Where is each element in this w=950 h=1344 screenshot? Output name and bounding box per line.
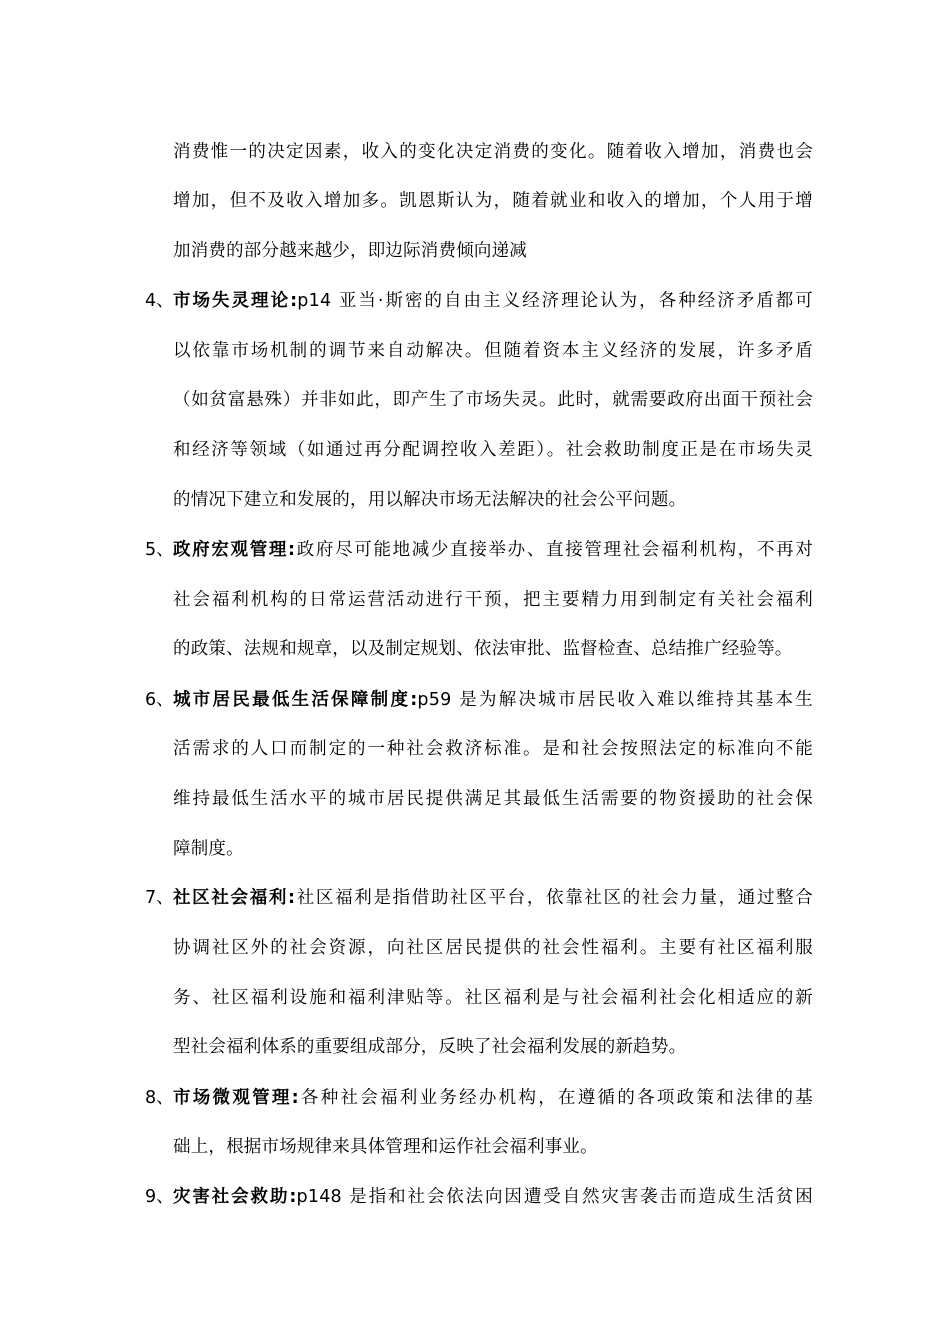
paragraph-line: 社会福利机构的日常运营活动进行干预，把主要精力用到制定有关社会福利 <box>173 590 813 610</box>
term-heading: 灾害社会救助: <box>173 1187 297 1207</box>
paragraph-line: 型社会福利体系的重要组成部分，反映了社会福利发展的新趋势。 <box>173 1037 687 1057</box>
definition-text: 各种社会福利业务经办机构，在遵循的各项政策和法律的基 <box>298 1088 813 1108</box>
definition-text: p59 是为解决城市居民收入难以维持其基本生 <box>417 690 813 710</box>
list-item-first-line <box>173 688 813 712</box>
term-heading: 市场微观管理: <box>173 1088 299 1108</box>
definition-text: 政府尽可能地减少直接举办、直接管理社会福利机构，不再对 <box>295 540 813 560</box>
list-item-first-line <box>173 886 813 910</box>
definition-text: p148 是指和社会依法向因遭受自然灾害袭击而造成生活贫困 <box>296 1187 813 1207</box>
list-item-first-line <box>173 1086 813 1110</box>
paragraph-line: 以依靠市场机制的调节来自动解决。但随着资本主义经济的发展，许多矛盾 <box>173 341 813 361</box>
paragraph-line: （如贫富悬殊）并非如此，即产生了市场失灵。此时，就需要政府出面干预社会 <box>173 390 813 410</box>
paragraph-line: 障制度。 <box>173 839 244 859</box>
list-item-number: 8、 <box>145 1088 174 1108</box>
paragraph-line: 活需求的人口而制定的一种社会救济标准。是和社会按照法定的标准向不能 <box>173 739 813 759</box>
term-heading: 社区社会福利: <box>173 888 296 908</box>
list-item-number: 7、 <box>145 888 174 908</box>
definition-text: 社区福利是指借助社区平台，依靠社区的社会力量，通过整合 <box>295 888 813 908</box>
list-item-first-line <box>173 538 813 562</box>
term-heading: 城市居民最低生活保障制度: <box>173 690 418 710</box>
paragraph-line: 的情况下建立和发展的，用以解决市场无法解决的社会公平问题。 <box>173 490 687 510</box>
definition-text: p14 亚当·斯密的自由主义经济理论认为，各种经济矛盾都可 <box>297 291 813 311</box>
paragraph-line: 础上，根据市场规律来具体管理和运作社会福利事业。 <box>173 1137 598 1157</box>
paragraph-line: 和经济等领域（如通过再分配调控收入差距）。社会救助制度正是在市场失灵 <box>173 440 813 460</box>
list-item-first-line <box>173 289 813 313</box>
list-item-number: 5、 <box>145 540 174 560</box>
list-item-number: 4、 <box>145 291 174 311</box>
paragraph-line: 务、社区福利设施和福利津贴等。社区福利是与社会福利社会化相适应的新 <box>173 988 813 1008</box>
list-item-number: 9、 <box>145 1187 174 1207</box>
paragraph-line: 增加，但不及收入增加多。凯恩斯认为，随着就业和收入的增加，个人用于增 <box>173 191 813 211</box>
list-item-number: 6、 <box>145 690 174 710</box>
paragraph-line: 维持最低生活水平的城市居民提供满足其最低生活需要的物资援助的社会保 <box>173 789 813 809</box>
term-heading: 市场失灵理论: <box>173 291 298 311</box>
paragraph-line: 加消费的部分越来越少，即边际消费倾向递减 <box>173 241 527 261</box>
list-item-first-line <box>173 1185 813 1209</box>
paragraph-line: 的政策、法规和规章，以及制定规划、依法审批、监督检查、总结推广经验等。 <box>173 639 793 659</box>
paragraph-line: 消费惟一的决定因素，收入的变化决定消费的变化。随着收入增加，消费也会 <box>173 142 813 162</box>
term-heading: 政府宏观管理: <box>173 540 296 560</box>
paragraph-line: 协调社区外的社会资源，向社区居民提供的社会性福利。主要有社区福利服 <box>173 938 813 958</box>
